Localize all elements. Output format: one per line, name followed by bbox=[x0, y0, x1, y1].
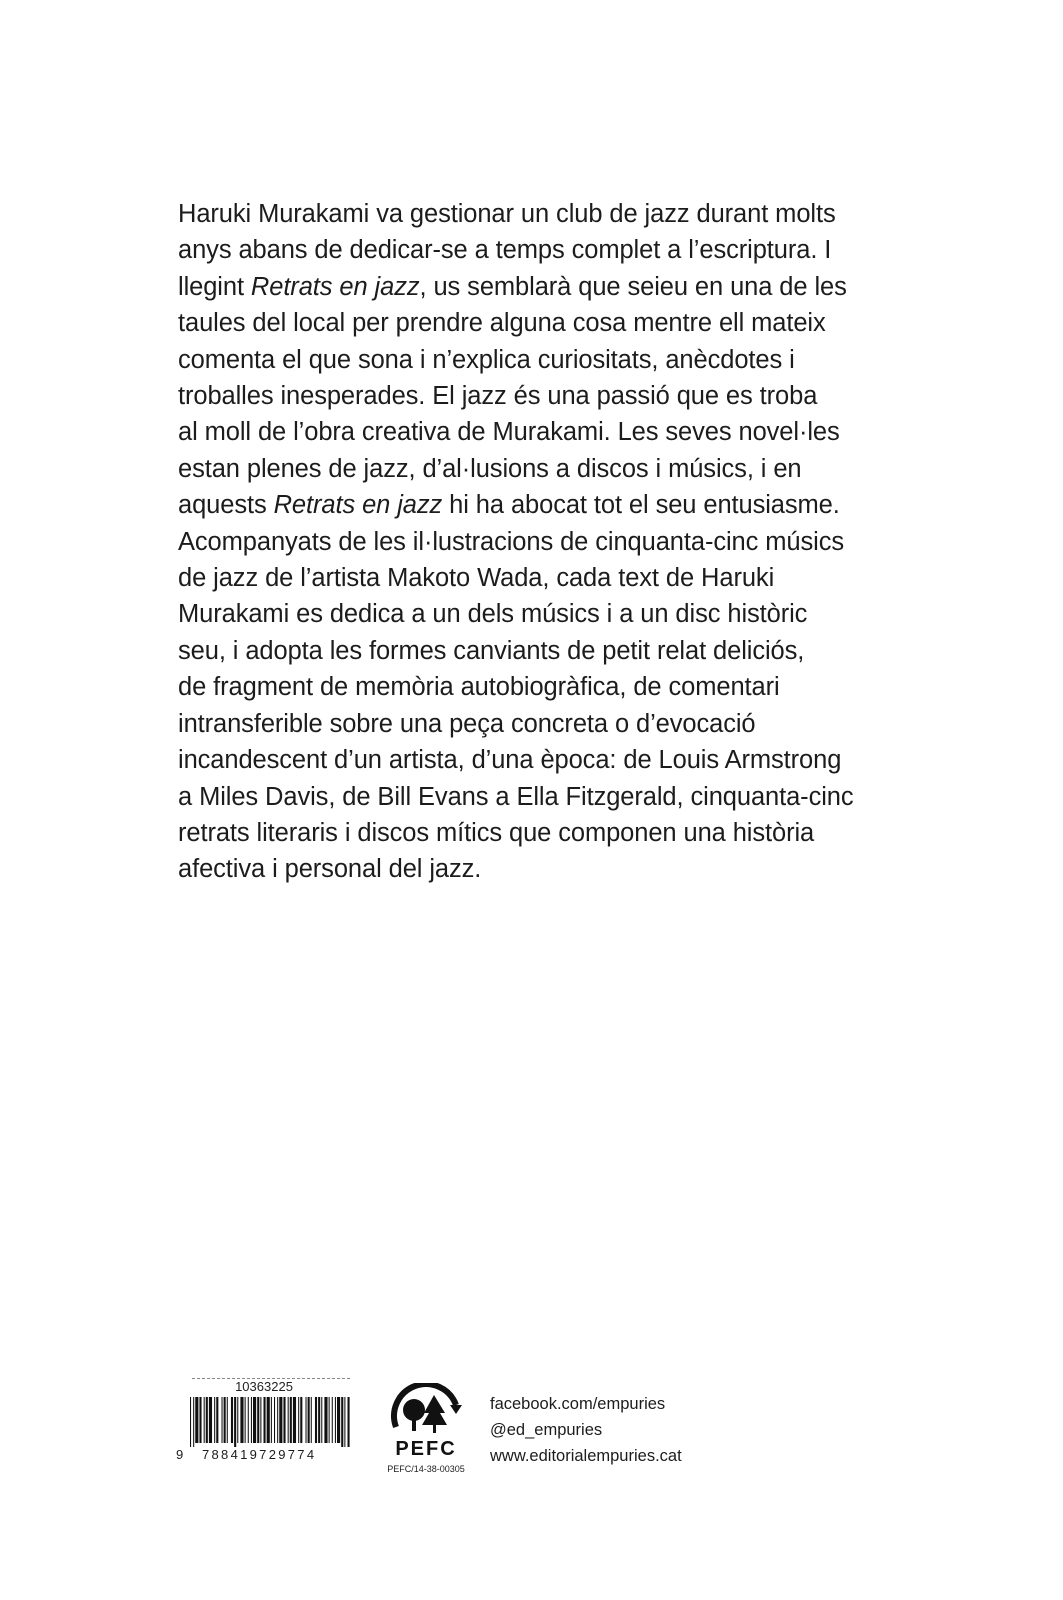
barcode-bar bbox=[332, 1397, 333, 1443]
barcode-bar bbox=[216, 1397, 218, 1443]
barcode-bar bbox=[190, 1397, 191, 1447]
barcode-bar bbox=[240, 1397, 243, 1443]
barcode-bar bbox=[264, 1397, 266, 1443]
barcode-bar bbox=[260, 1397, 261, 1443]
barcode-bar bbox=[271, 1397, 272, 1443]
blurb-text: hi ha abocat tot el seu entusiasme. bbox=[442, 491, 840, 520]
barcode-bar bbox=[231, 1397, 233, 1443]
barcode-bar bbox=[329, 1397, 330, 1443]
barcode-bar bbox=[308, 1397, 310, 1443]
blurb-text: llegint bbox=[178, 272, 251, 301]
barcode-bar bbox=[277, 1397, 278, 1443]
barcode-bar bbox=[195, 1397, 198, 1443]
back-cover-blurb bbox=[178, 196, 898, 888]
barcode-bar bbox=[290, 1397, 292, 1443]
barcode-bar bbox=[245, 1397, 246, 1443]
barcode-bar bbox=[206, 1397, 208, 1443]
blurb-line: comenta el que sona i n’explica curiositats, anècdotes i bbox=[178, 345, 795, 374]
blurb-line: retrats literaris i discos mítics que componen una història bbox=[178, 818, 815, 847]
pefc-wordmark: PEFC bbox=[395, 1438, 457, 1460]
barcode-bar bbox=[199, 1397, 201, 1443]
blurb-line bbox=[178, 487, 898, 523]
barcode-bar bbox=[288, 1397, 289, 1443]
barcode-first-digit: 9 bbox=[176, 1447, 184, 1462]
barcode-bar bbox=[321, 1397, 322, 1443]
barcode-bar bbox=[237, 1397, 238, 1443]
isbn-barcode bbox=[176, 1378, 352, 1468]
barcode-bar bbox=[227, 1397, 228, 1443]
blurb-line: de jazz de l’artista Makoto Wada, cada text de Haruki bbox=[178, 564, 775, 593]
barcode-bar bbox=[283, 1397, 285, 1443]
blurb-line: afectiva i personal del jazz. bbox=[178, 855, 482, 884]
blurb-line: a Miles Davis, de Bill Evans a Ella Fitzgerald, cinquanta-cinc bbox=[178, 782, 854, 811]
blurb-line: Acompanyats de les il·lustracions de cinquanta-cinc músics bbox=[178, 527, 845, 556]
barcode-bar bbox=[234, 1397, 236, 1447]
barcode-bar bbox=[337, 1397, 340, 1443]
barcode-bar bbox=[251, 1397, 252, 1443]
blurb-line: al moll de l’obra creativa de Murakami. Les seves novel·les bbox=[178, 418, 840, 447]
book-title: Retrats en jazz bbox=[273, 491, 443, 520]
blurb-text: , us semblarà que seieu en una de les bbox=[419, 272, 847, 301]
barcode-bar bbox=[318, 1397, 320, 1443]
blurb-line: intransferible sobre una peça concreta o d’evocació bbox=[178, 709, 756, 738]
barcode-bar bbox=[193, 1397, 194, 1447]
barcode-bar bbox=[253, 1397, 256, 1443]
blurb-line: Haruki Murakami va gestionar un club de jazz durant molts bbox=[178, 200, 836, 228]
website-link[interactable]: www.editorialempuries.cat bbox=[490, 1447, 682, 1465]
barcode-bar bbox=[341, 1397, 343, 1447]
twitter-handle[interactable]: @ed_empuries bbox=[490, 1421, 603, 1439]
barcode-internal-code: 10363225 bbox=[235, 1379, 293, 1394]
blurb-line bbox=[178, 269, 898, 305]
barcode-bar bbox=[274, 1397, 275, 1443]
pefc-certification bbox=[378, 1383, 474, 1481]
barcode-bar bbox=[214, 1397, 215, 1443]
blurb-line: estan plenes de jazz, d’al·lusions a discos i músics, i en bbox=[178, 454, 802, 483]
barcode-bar bbox=[335, 1397, 336, 1443]
facebook-link[interactable]: facebook.com/empuries bbox=[490, 1395, 666, 1413]
publisher-contacts bbox=[490, 1391, 682, 1469]
barcode-bar bbox=[348, 1397, 350, 1447]
barcode-bar bbox=[311, 1397, 312, 1443]
barcode-bar bbox=[324, 1397, 327, 1443]
barcode-bar bbox=[222, 1397, 223, 1443]
barcode-bar bbox=[224, 1397, 226, 1443]
blurb-text: aquests bbox=[178, 491, 274, 520]
blurb-line: anys abans de dedicar-se a temps complet a l’escriptura. I bbox=[178, 236, 832, 265]
barcode-bar bbox=[248, 1397, 249, 1443]
barcode-bars bbox=[190, 1397, 350, 1447]
barcode-bar bbox=[344, 1397, 345, 1447]
barcode-bar bbox=[300, 1397, 302, 1443]
barcode-bar bbox=[306, 1397, 307, 1443]
barcode-bar bbox=[315, 1397, 317, 1443]
blurb-line: de fragment de memòria autobiogràfica, de comentari bbox=[178, 673, 780, 702]
barcode-digits: 788419729774 bbox=[202, 1447, 317, 1462]
blurb-line: taules del local per prendre alguna cosa mentre ell mateix bbox=[178, 309, 826, 338]
barcode-bar bbox=[298, 1397, 299, 1443]
blurb-line: Murakami es dedica a un dels músics i a un disc històric bbox=[178, 600, 808, 629]
barcode-bar bbox=[209, 1397, 212, 1443]
blurb-line: troballes inesperades. El jazz és una passió que es troba bbox=[178, 382, 818, 411]
barcode-bar bbox=[204, 1397, 205, 1443]
barcode-bar bbox=[293, 1397, 296, 1443]
book-title: Retrats en jazz bbox=[250, 272, 420, 301]
blurb-line: incandescent d’un artista, d’una època: de Louis Armstrong bbox=[178, 746, 842, 775]
pefc-code: PEFC/14-38-00305 bbox=[387, 1464, 465, 1474]
blurb-line: seu, i adopta les formes canviants de petit relat deliciós, bbox=[178, 636, 805, 665]
pefc-logo-icon bbox=[386, 1383, 466, 1437]
barcode-bar bbox=[267, 1397, 270, 1443]
barcode-bar bbox=[279, 1397, 282, 1443]
barcode-bar bbox=[257, 1397, 259, 1443]
